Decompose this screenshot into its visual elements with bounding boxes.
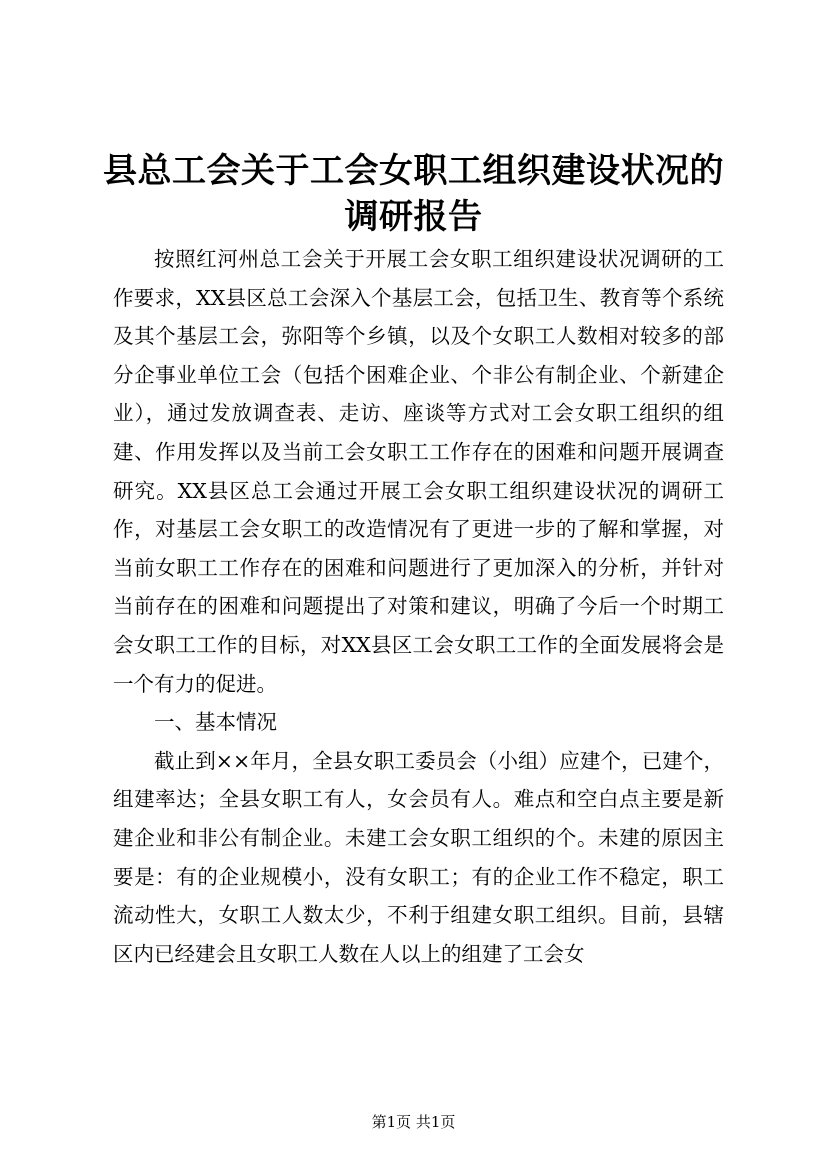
section-heading-basic-situation: 一、基本情况 <box>154 710 277 735</box>
document-title: 县总工会关于工会女职工组织建设状况的调研报告 <box>103 151 724 237</box>
document-body <box>113 240 724 973</box>
page-footer: 第1页 共1页 <box>371 1113 456 1131</box>
basic-situation-paragraph: 截止到××年月，全县女职工委员会（小组）应建个，已建个，组建率达；全县女职工有人，女会员有人。难点和空白点主要是新建企业和非公有制企业。未建工会女职工组织的个。未建的原因主要是：有的企业规模小，没有女职工；有的企业工作不稳定，职工流动性大，女职工人数太少，不利于组建女职工组织。目前，县辖区内已经建会且女职工人数在人以上的组建了工会女 <box>113 748 724 966</box>
intro-paragraph: 按照红河州总工会关于开展工会女职工组织建设状况调研的工作要求，XX县区总工会深入个基层工会，包括卫生、教育等个系统及其个基层工会，弥阳等个乡镇，以及个女职工人数相对较多的部分企事业单位工会（包括个困难企业、个非公有制企业、个新建企业），通过发放调查表、走访、座谈等方式对工会女职工组织的组建、作用发挥以及当前工会女职工工作存在的困难和问题开展调查研究。XX县区总工会通过开展工会女职工组织建设状况的调研工作，对基层工会女职工的改造情况有了更进一步的了解和掌握，对当前女职工工作存在的困难和问题进行了更加深入的分析，并针对当前存在的困难和问题提出了对策和建议，明确了今后一个时期工会女职工工作的目标，对XX县区工会女职工工作的全面发展将会是一个有力的促进。 <box>113 247 724 696</box>
